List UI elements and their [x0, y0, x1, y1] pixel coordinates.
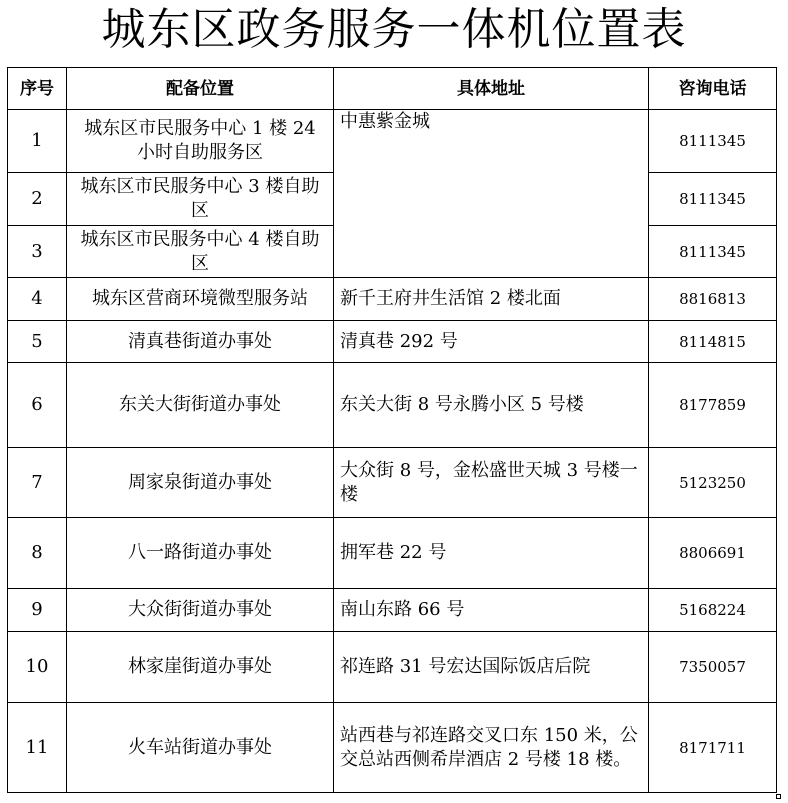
row-phone: 5168224	[649, 589, 777, 632]
row-index: 2	[8, 173, 67, 226]
row-location: 清真巷街道办事处	[67, 321, 334, 363]
row-index: 7	[8, 448, 67, 518]
row-location: 火车站街道办事处	[67, 703, 334, 793]
header-index: 序号	[8, 68, 67, 110]
header-phone: 咨询电话	[649, 68, 777, 110]
row-address: 大众街 8 号，金松盛世天城 3 号楼一楼	[334, 448, 649, 518]
row-location: 周家泉街道办事处	[67, 448, 334, 518]
table-row	[8, 589, 777, 632]
row-address: 清真巷 292 号	[334, 321, 649, 363]
row-index: 10	[8, 632, 67, 703]
row-address: 东关大街 8 号永腾小区 5 号楼	[334, 363, 649, 448]
row-index: 4	[8, 278, 67, 321]
row-phone: 8806691	[649, 518, 777, 589]
table-header-row	[8, 68, 777, 110]
row-location: 林家崖街道办事处	[67, 632, 334, 703]
row-location: 城东区营商环境微型服务站	[67, 278, 334, 321]
row-phone: 8171711	[649, 703, 777, 793]
table-row	[8, 278, 777, 321]
table-row	[8, 518, 777, 589]
page-title: 城东区政务服务一体机位置表	[101, 4, 687, 55]
row-phone: 8177859	[649, 363, 777, 448]
row-location: 城东区市民服务中心 4 楼自助区	[67, 226, 334, 278]
location-table	[7, 67, 777, 793]
header-address: 具体地址	[334, 68, 649, 110]
row-address: 新千王府井生活馆 2 楼北面	[334, 278, 649, 321]
row-index: 8	[8, 518, 67, 589]
table-row	[8, 363, 777, 448]
row-index: 9	[8, 589, 67, 632]
table-row	[8, 448, 777, 518]
row-address: 南山东路 66 号	[334, 589, 649, 632]
header-location: 配备位置	[67, 68, 334, 110]
row-location: 大众街街道办事处	[67, 589, 334, 632]
row-index: 11	[8, 703, 67, 793]
row-address: 祁连路 31 号宏达国际饭店后院	[334, 632, 649, 703]
table-row	[8, 632, 777, 703]
row-location: 东关大街街道办事处	[67, 363, 334, 448]
row-location: 城东区市民服务中心 3 楼自助区	[67, 173, 334, 226]
corner-marker	[776, 794, 781, 799]
row-phone: 8114815	[649, 321, 777, 363]
row-phone: 8816813	[649, 278, 777, 321]
row-phone: 8111345	[649, 110, 777, 173]
table-row	[8, 321, 777, 363]
row-index: 6	[8, 363, 67, 448]
row-address: 中惠紫金城	[334, 110, 649, 278]
row-phone: 5123250	[649, 448, 777, 518]
row-phone: 7350057	[649, 632, 777, 703]
row-index: 5	[8, 321, 67, 363]
row-phone: 8111345	[649, 173, 777, 226]
row-location: 八一路街道办事处	[67, 518, 334, 589]
table-row	[8, 703, 777, 793]
row-address: 拥军巷 22 号	[334, 518, 649, 589]
row-location: 城东区市民服务中心 1 楼 24 小时自助服务区	[67, 110, 334, 173]
row-index: 1	[8, 110, 67, 173]
table-row	[8, 110, 777, 173]
row-address: 站西巷与祁连路交叉口东 150 米，公交总站西侧希岸酒店 2 号楼 18 楼。	[334, 703, 649, 793]
row-phone: 8111345	[649, 226, 777, 278]
row-index: 3	[8, 226, 67, 278]
